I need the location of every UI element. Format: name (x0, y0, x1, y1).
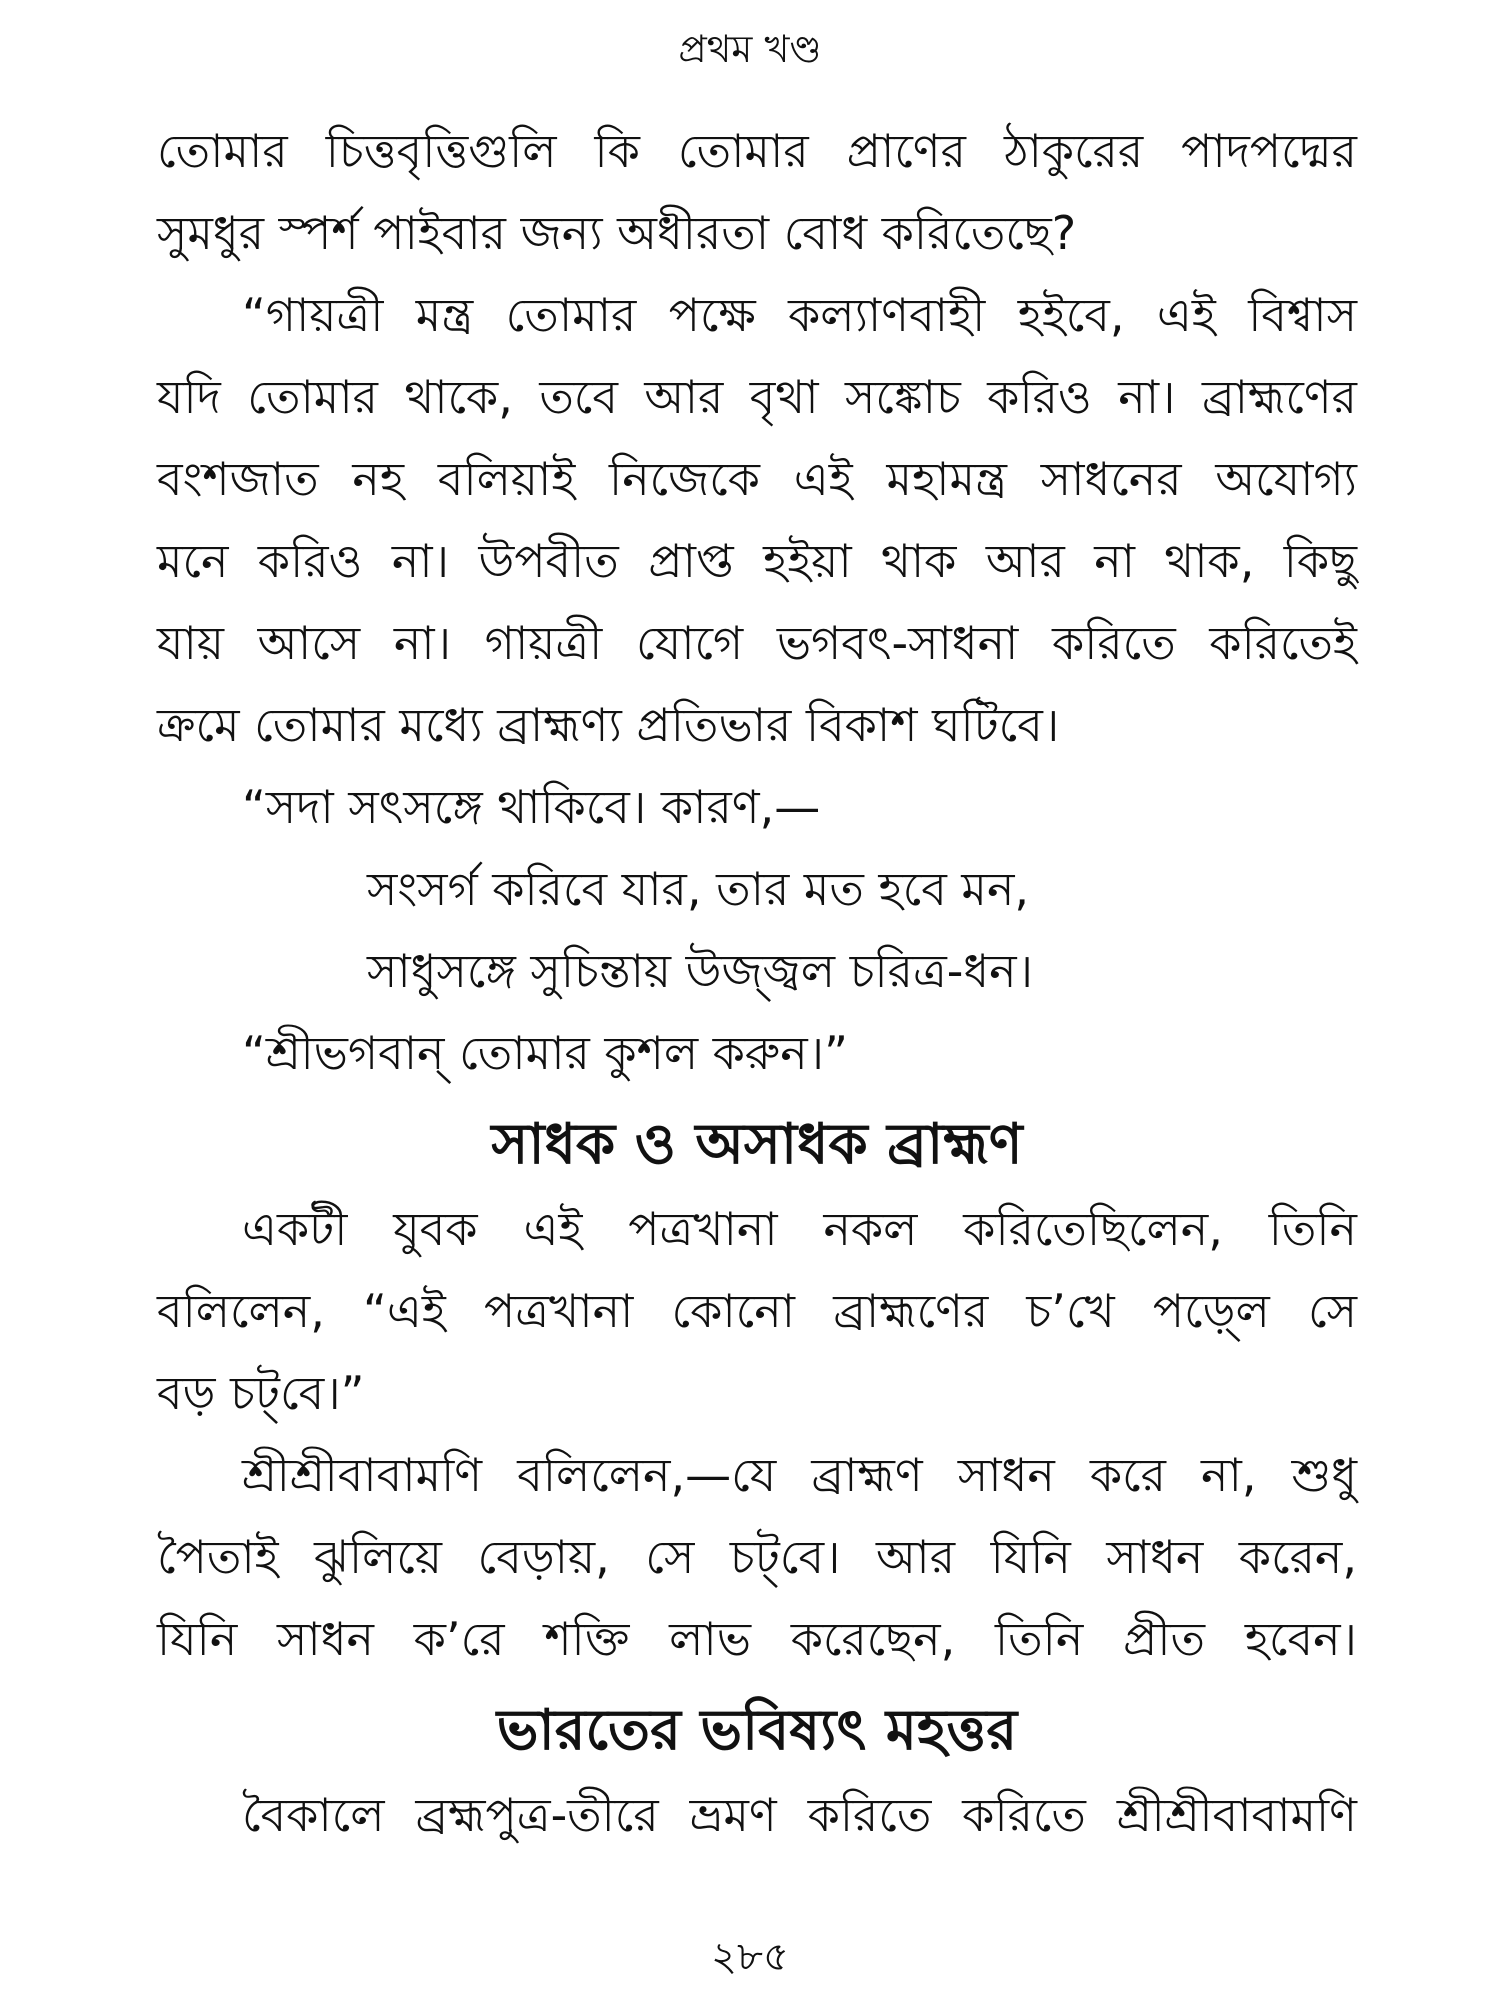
text-line: একটী যুবক এই পত্রখানা নকল করিতেছিলেন, তিনি (242, 1202, 1357, 1256)
body-text (157, 110, 1357, 1856)
text-line: বংশজাত নহ বলিয়াই নিজেকে এই মহামন্ত্র সাধনের অযোগ্য (157, 452, 1357, 506)
verse-line: সংসর্গ করিবে যার, তার মত হবে মন, (367, 862, 1030, 916)
text-line: বলিলেন, “এই পত্রখানা কোনো ব্রাহ্মণের চ’খে পড়্লে সে (157, 1284, 1357, 1338)
text-line: বড় চট্‌বে।” (157, 1366, 365, 1420)
section-heading: ভারতের ভবিষ্যৎ মহত্তর (496, 1698, 1018, 1763)
verse-line: সাধুসঙ্গে সুচিন্তায় উজ্জ্বল চরিত্র-ধন। (367, 944, 1034, 998)
text-line: বৈকালে ব্রহ্মপুত্র-তীরে ভ্রমণ করিতে করিতে শ্রীশ্রীবাবামণি (242, 1788, 1357, 1842)
text-line: যায় আসে না। গায়ত্রী যোগে ভগবৎ-সাধনা করিতে করিতেই (157, 616, 1357, 670)
text-line: সুমধুর স্পর্শ পাইবার জন্য অধীরতা বোধ করিতেছে? (157, 206, 1077, 260)
text-line: “গায়ত্রী মন্ত্র তোমার পক্ষে কল্যাণবাহী হইবে, এই বিশ্বাস (242, 288, 1357, 342)
text-line: ক্রমে তোমার মধ্যে ব্রাহ্মণ্য প্রতিভার বিকাশ ঘটিবে। (157, 698, 1060, 752)
text-line: পৈতাই ঝুলিয়ে বেড়ায়, সে চট্‌বে। আর যিনি সাধন করেন, (157, 1530, 1357, 1584)
text-line: “শ্রীভগবান্ তোমার কুশল করুন।” (242, 1026, 848, 1080)
running-head: প্রথম খণ্ড (678, 27, 822, 71)
text-line: শ্রীশ্রীবাবামণি বলিলেন,—যে ব্রাহ্মণ সাধন করে না, শুধু (242, 1448, 1357, 1502)
text-line: যদি তোমার থাকে, তবে আর বৃথা সঙ্কোচ করিও না। ব্রাহ্মণের (157, 370, 1357, 424)
text-line: মনে করিও না। উপবীত প্রাপ্ত হইয়া থাক আর না থাক, কিছু (157, 534, 1357, 588)
text-line: “সদা সৎসঙ্গে থাকিবে। কারণ,— (242, 780, 821, 834)
text-line: যিনি সাধন ক’রে শক্তি লাভ করেছেন, তিনি প্রীত হবেন। (157, 1612, 1357, 1666)
section-heading: সাধক ও অসাধক ব্রাহ্মণ (491, 1112, 1023, 1177)
page-number: ২৮৫ (711, 1934, 789, 1980)
text-line: তোমার চিত্তবৃত্তিগুলি কি তোমার প্রাণের ঠাকুরের পাদপদ্মের (157, 124, 1357, 178)
